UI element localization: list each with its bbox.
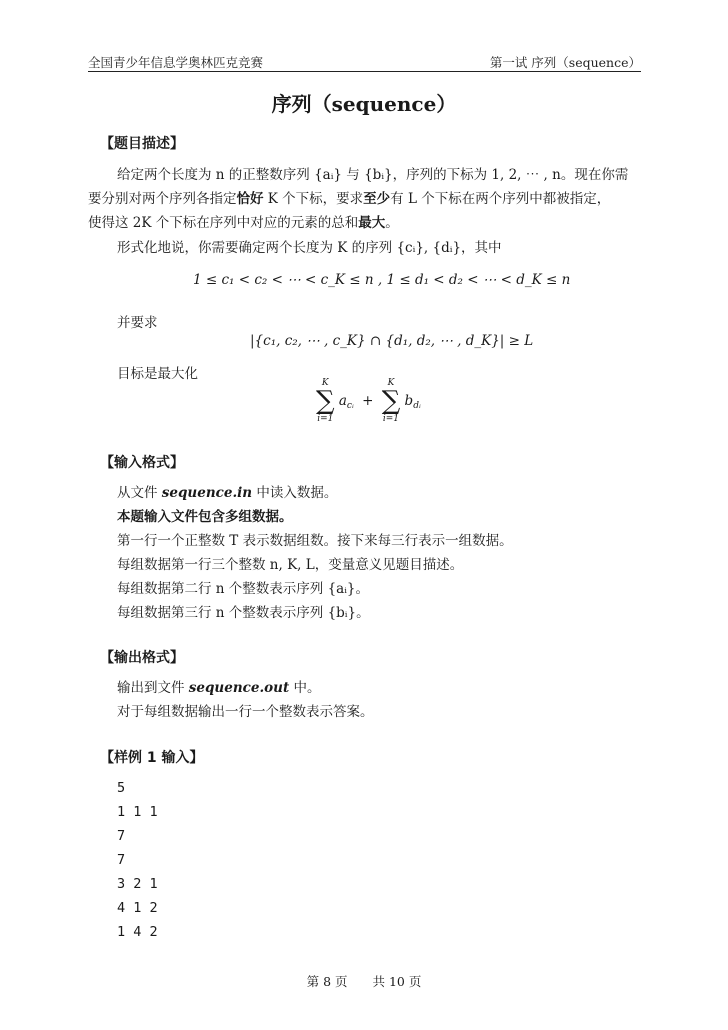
input-format-heading: 【输入格式】 — [100, 455, 184, 471]
sum-term-a-sub: cᵢ — [346, 401, 354, 412]
output-format-heading: 【输出格式】 — [100, 650, 184, 666]
sample-line: 5 — [117, 780, 126, 796]
emphasis-max: 最大 — [358, 215, 386, 231]
sum-upper-limit: K — [387, 378, 395, 388]
plus-sign: + — [362, 393, 374, 409]
sample-line: 7 — [117, 828, 126, 844]
formula-index-order: 1 ≤ c₁ < c₂ < ⋯ < c_K ≤ n , 1 ≤ d₁ < d₂ < ⋯ < d_K ≤ n — [193, 272, 571, 288]
input-line-5: 每组数据第二行 n 个整数表示序列 {aᵢ}。 — [117, 581, 370, 597]
emphasis-at-least: 至少 — [363, 191, 391, 207]
description-goal-line: 目标是最大化 — [117, 366, 198, 382]
input-line-6: 每组数据第三行 n 个整数表示序列 {bᵢ}。 — [117, 605, 370, 621]
text-span: 有 L 个下标在两个序列中都被指定， — [390, 191, 611, 207]
input-line-1 — [117, 481, 337, 505]
description-line-1: 给定两个长度为 n 的正整数序列 {aᵢ} 与 {bᵢ}，序列的下标为 1, 2, ⋯ , n。现在你需 — [117, 167, 629, 183]
text-span: 。 — [385, 215, 399, 231]
emphasis-exactly: 恰好 — [236, 191, 264, 207]
text-span: 输出到文件 — [117, 680, 189, 696]
sample-line: 4 1 2 — [117, 900, 158, 916]
sample-input-heading: 【样例 1 输入】 — [100, 750, 204, 766]
input-line-3: 第一行一个正整数 T 表示数据组数。接下来每三行表示一组数据。 — [117, 533, 513, 549]
sigma-symbol: ∑ — [381, 386, 401, 416]
output-line-1 — [117, 676, 321, 700]
sum-term-b-sub: dᵢ — [413, 401, 421, 412]
description-require-line: 并要求 — [117, 315, 158, 331]
sum-a — [316, 378, 335, 424]
text-span: 从文件 — [117, 485, 162, 501]
formula-sum — [316, 378, 421, 424]
sum-upper-limit: K — [321, 378, 329, 388]
input-line-2: 本题输入文件包含多组数据。 — [117, 509, 293, 525]
sample-line: 3 2 1 — [117, 876, 158, 892]
output-filename: sequence.out — [188, 680, 290, 696]
sum-term-b: b — [404, 393, 414, 409]
sample-line: 1 1 1 — [117, 804, 158, 820]
running-header-right: 第一试 序列（sequence） — [489, 55, 641, 70]
sum-lower-limit: i=1 — [382, 414, 400, 424]
text-span: 使得这 2K 个下标在序列中对应的元素的总和 — [88, 215, 359, 231]
sum-lower-limit: i=1 — [317, 414, 334, 424]
sum-b — [382, 378, 401, 424]
problem-title: 序列（sequence） — [271, 92, 457, 116]
input-line-4: 每组数据第一行三个整数 n, K, L，变量意义见题目描述。 — [117, 557, 464, 573]
text-span: 要分别对两个序列各指定 — [88, 191, 237, 207]
sigma-symbol: ∑ — [316, 386, 335, 416]
header-rule — [88, 71, 641, 72]
page-footer: 第 8 页 共 10 页 — [306, 974, 422, 989]
running-header-left: 全国青少年信息学奥林匹克竞赛 — [88, 55, 264, 70]
text-span: 中读入数据。 — [252, 485, 338, 501]
description-formal-line: 形式化地说，你需要确定两个长度为 K 的序列 {cᵢ}, {dᵢ}，其中 — [117, 240, 502, 256]
formula-intersection: |{c₁, c₂, ⋯ , c_K} ∩ {d₁, d₂, ⋯ , d_K}| ≥ L — [250, 333, 534, 349]
description-heading: 【题目描述】 — [100, 136, 184, 152]
sum-term-a: a — [338, 393, 347, 409]
sample-line: 1 4 2 — [117, 924, 158, 940]
output-line-2: 对于每组数据输出一行一个整数表示答案。 — [117, 704, 374, 720]
text-span: K 个下标，要求 — [263, 191, 364, 207]
sample-line: 7 — [117, 852, 126, 868]
description-line-3 — [88, 211, 399, 235]
text-span: 中。 — [289, 680, 321, 696]
input-filename: sequence.in — [161, 485, 253, 501]
description-line-2 — [88, 187, 610, 211]
